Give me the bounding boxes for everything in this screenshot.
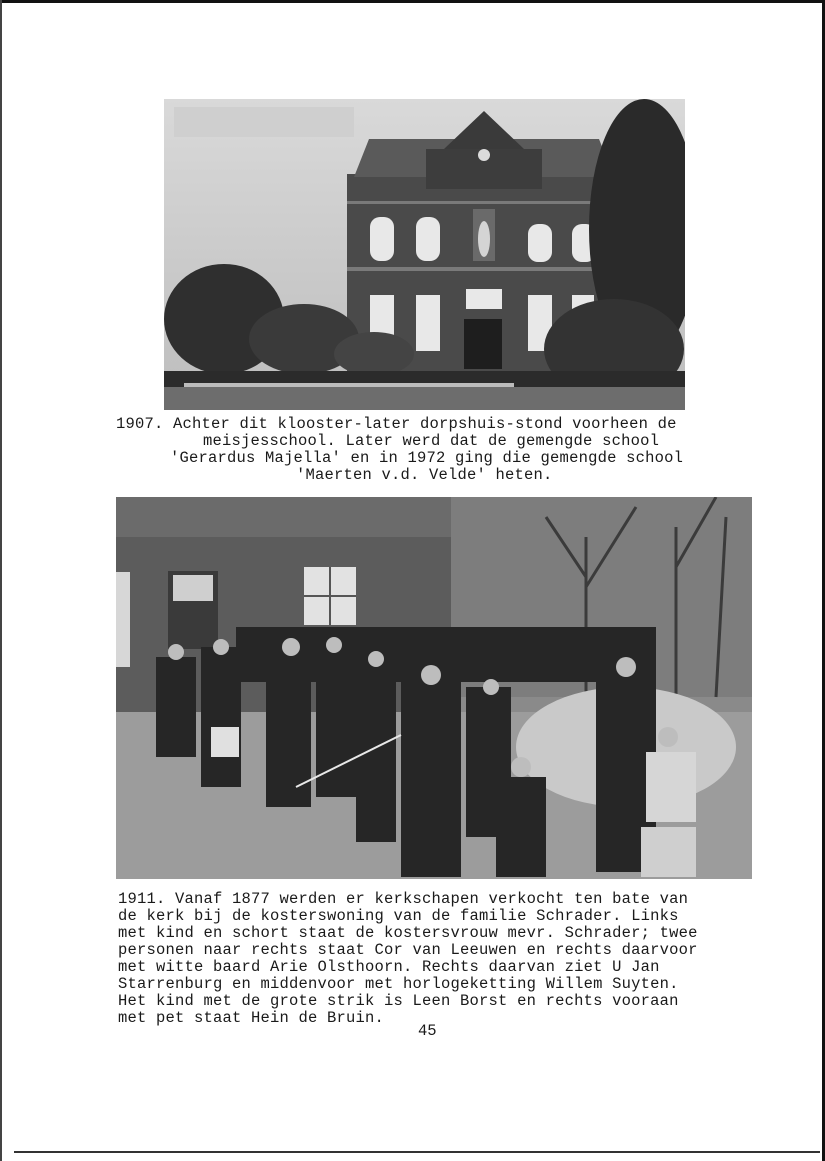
caption-line: 'Gerardus Majella' en in 1972 ging die gemengde school bbox=[170, 449, 684, 467]
caption-line: de kerk bij de kosterswoning van de familie Schrader. Links bbox=[118, 907, 679, 925]
page-number: 45 bbox=[418, 1022, 437, 1040]
page-border-left bbox=[0, 0, 2, 1161]
caption-line: 1911. Vanaf 1877 werden er kerkschapen verkocht ten bate van bbox=[118, 890, 689, 908]
caption-line: Starrenburg en middenvoor met horlogeketting Willem Suyten. bbox=[118, 975, 679, 993]
caption-line: 'Maerten v.d. Velde' heten. bbox=[296, 466, 553, 484]
page-border-bottom bbox=[14, 1151, 820, 1153]
caption-1907 bbox=[116, 416, 716, 484]
caption-line: met kind en schort staat de kostersvrouw mevr. Schrader; twee bbox=[118, 924, 698, 942]
caption-line: meisjesschool. Later werd dat de gemengde school bbox=[203, 432, 660, 450]
klooster-dorpshuis-photo bbox=[164, 99, 685, 410]
caption-line: Het kind met de grote strik is Leen Borst en rechts vooraan bbox=[118, 992, 679, 1010]
kerkschapen-verkoop-photo bbox=[116, 497, 752, 879]
caption-line: met pet staat Hein de Bruin. bbox=[118, 1009, 385, 1027]
caption-1911 bbox=[118, 891, 758, 1027]
page-border-top bbox=[0, 0, 825, 3]
caption-line: met witte baard Arie Olsthoorn. Rechts daarvan ziet U Jan bbox=[118, 958, 660, 976]
caption-line: 1907. Achter dit klooster-later dorpshuis-stond voorheen de bbox=[116, 415, 677, 433]
caption-line: personen naar rechts staat Cor van Leeuwen en rechts daarvoor bbox=[118, 941, 698, 959]
